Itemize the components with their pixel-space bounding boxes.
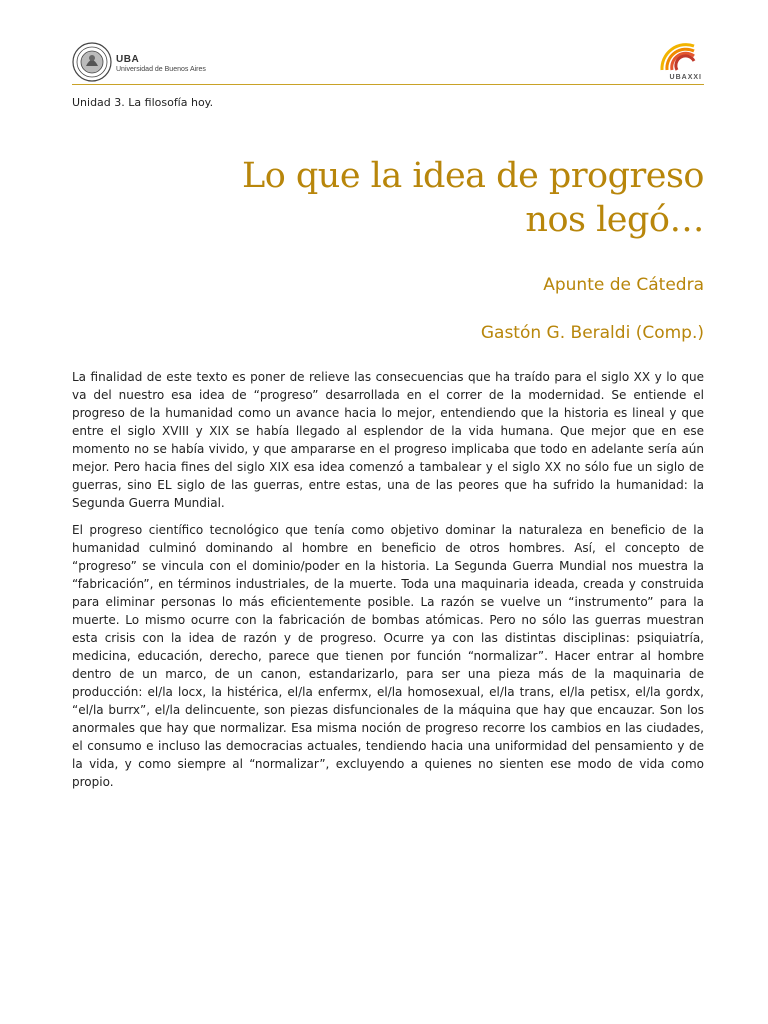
uba-seal-icon [72,42,112,82]
document-subtitle: Apunte de Cátedra [543,275,704,295]
unit-label: Unidad 3. La filosofía hoy. [72,96,214,109]
document-title [144,154,704,242]
org-full-name: Universidad de Buenos Aires [116,66,206,73]
document-author: Gastón G. Beraldi (Comp.) [480,323,704,343]
paragraph: La finalidad de este texto es poner de relieve las consecuencias que ha traído para el siglo XX y lo que va del nuestro esa idea de “progreso” desarrollada en el correr de la modernidad. Se entiende el progreso de la humanidad como un avance hacia lo mejor, entendiendo que la historia es lineal y que entre el siglo XVIII y XIX se había llegado al esplendor de la vida humana. Que mejor que en ese momento no se había vivido, y que ampararse en el progreso implicaba que todo en adelante sería aún mejor. Pero hacia fines del siglo XIX esa idea comenzó a tambalear y el siglo XX no sólo fue un siglo de guerras, sino EL siglo de las guerras, entre estas, una de las peores que ha sufrido la humanidad: la Segunda Guerra Mundial. [72,370,704,510]
ubaxxi-logo [656,42,704,86]
program-logo-text: UBAXXI [669,74,702,81]
header-divider [72,84,704,85]
paragraph: El progreso científico tecnológico que tenía como objetivo dominar la naturaleza en beneficio de la humanidad culminó dominando al hombre en beneficio de otros hombres. Así, el concepto de “progreso” se vincula con el dominio/poder en la historia. La Segunda Guerra Mundial nos muestra la “fabricación”, en términos industriales, de la muerte. Toda una maquinaria ideada, creada y construida para eliminar personas lo más eficientemente posible. La razón se vuelve un “instrumento” para la muerte. Lo mismo ocurre con la fabricación de bombas atómicas. Pero no sólo las guerras muestran esta crisis con la idea de razón y de progreso. Ocurre ya con las distintas disciplinas: psiquiatría, medicina, educación, derecho, parece que tienen por función “normalizar”. Hacer entrar al hombre dentro de un marco, de un canon, estandarizarlo, para ser una pieza más de la maquinaria de producción: el/la locx, la histérica, el/la enfermx, el/la homosexual, el/la trans, el/la petisx, el/la gordx, “el/la burrx”, el/la delincuente, son piezas disfuncionales de la máquina que hay que encauzar. Son los anormales que hay que normalizar. Esa misma noción de progreso recorre los cambios en las ciudades, el consumo e incluso las democracias actuales, tendiendo hacia una uniformidad del pensamiento y de la vida, y como siempre al “normalizar”, excluyendo a quienes no sienten ese modo de vida como propio. [72,523,704,789]
page-header [72,42,704,86]
ubaxxi-swoosh-icon [658,42,698,72]
title-line-2: nos legó… [525,200,704,240]
uba-wordmark [116,54,206,74]
title-line-1: Lo que la idea de progreso [241,156,704,196]
org-short-name: UBA [116,54,140,65]
document-body [72,368,704,800]
